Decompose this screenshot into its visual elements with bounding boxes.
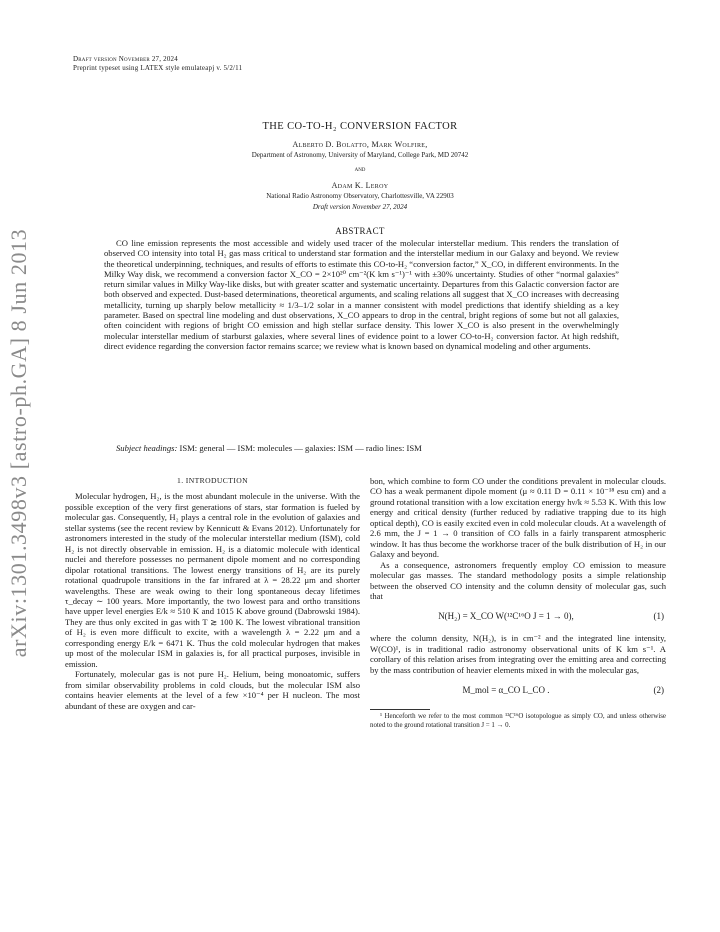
preprint-line: Preprint typeset using LATEX style emulateapj v. 5/2/11 <box>73 64 243 72</box>
subject-headings-text: ISM: general — ISM: molecules — galaxies: ISM — radio lines: ISM <box>179 443 422 453</box>
equation-1-body: N(H₂) = X_CO W(¹²C¹⁶O J = 1 → 0), <box>438 611 574 622</box>
arxiv-stamp-text: arXiv:1301.3498v3 [astro-ph.GA] 8 Jun 2013 <box>6 228 31 658</box>
right-column <box>370 476 666 730</box>
abstract-heading: ABSTRACT <box>335 226 385 236</box>
arxiv-stamp <box>4 228 34 658</box>
author-list: Alberto D. Bolatto, Mark Wolfire, <box>292 140 428 149</box>
equation-2-body: M_mol = α_CO L_CO . <box>462 685 550 696</box>
footnote-rule <box>370 709 430 710</box>
intro-paragraph-2: Fortunately, molecular gas is not pure H₂. Helium, being monoatomic, suffers from similar observability problems in cold clouds, but the molecular ISM also contains heavier elements at the level of a few ×10⁻⁴ per H nucleon. The most abundant of these are oxygen and car- <box>65 669 360 711</box>
intro-paragraph-3: bon, which combine to form CO under the conditions prevalent in molecular clouds. CO has a weak permanent dipole moment (μ ≈ 0.11 D = 0.11 × 10⁻¹⁸ esu cm) and a ground rotational transition with a low excitation energy hν/k ≈ 5.53 K. With this low energy and critical density (further reduced by radiative trapping due to its high optical depth), CO is easily excited even in cold molecular clouds. At a wavelength of 2.6 mm, the J = 1 → 0 transition of CO falls in a fairly transparent atmospheric window. It has thus become the workhorse tracer of the bulk distribution of H₂ in our Galaxy and beyond. <box>370 476 666 560</box>
and-separator: and <box>354 166 366 173</box>
equation-1-number: (1) <box>653 611 664 622</box>
subject-headings <box>104 443 619 453</box>
paper-title: THE CO-TO-H₂ CONVERSION FACTOR <box>262 121 458 132</box>
intro-paragraph-1: Molecular hydrogen, H₂, is the most abundant molecule in the universe. With the possible exception of the very first generations of stars, star formation is fueled by molecular gas. Consequently, H₂ plays a central role in the evolution of galaxies and stellar systems (see the recent review by Kennicutt & Evans 2012). Unfortunately for astronomers interested in the study of the molecular interstellar medium (ISM), cold H₂ is not directly observable in emission. H₂ is a diatomic molecule with identical nuclei and therefore possesses no permanent dipole moment and no corresponding dipolar rotational transitions. The lowest energy transitions of H₂ are its purely rotational quadrupole transitions in the far infrared at λ = 28.22 μm and shorter wavelengths. These are weak owing to their long spontaneous decay lifetimes τ_decay ∼ 100 years. More importantly, the two lowest para and ortho transitions have upper level energies E/k ≈ 510 K and 1015 K above ground (Dabrowski 1984). They are thus only excited in gas with T ≳ 100 K. The lowest vibrational transition of H₂ is even more difficult to excite, with a wavelength λ = 2.22 μm and a corresponding energy E/k = 6471 K. Thus the cold molecular hydrogen that makes up most of the molecular ISM in galaxies is, for all practical purposes, invisible in emission. <box>65 491 360 669</box>
draft-header <box>73 55 242 73</box>
section-heading: 1. INTRODUCTION <box>177 476 248 485</box>
equation-2-number: (2) <box>653 685 664 696</box>
equation-2 <box>370 679 666 703</box>
subject-headings-label: Subject headings: <box>116 443 178 453</box>
intro-paragraph-5: where the column density, N(H₂), is in cm⁻² and the integrated line intensity, W(CO)¹, is in traditional radio astronomy observational units of K km s⁻¹. A corollary of this relation arises from integrating over the emitting area and correcting by the mass contribution of heavier elements mixed in with the molecular gas, <box>370 633 666 675</box>
author-2: Adam K. Leroy <box>331 181 389 190</box>
abstract-text: CO line emission represents the most accessible and widely used tracer of the molecular interstellar medium. This renders the translation of observed CO intensity into total H₂ gas mass critical to understand star formation and the interstellar medium in our Galaxy and beyond. We review the theoretical underpinning, techniques, and results of efforts to estimate this CO-to-H₂ “conversion factor,” X_CO, in different environments. In the Milky Way disk, we recommend a conversion factor X_CO = 2×10²⁰ cm⁻²(K km s⁻¹)⁻¹ with ±30% uncertainty. Studies of other “normal galaxies” return similar values in Milky Way-like disks, but with greater scatter and systematic uncertainty. Departures from this Galactic conversion factor are both observed and expected. Dust-based determinations, theoretical arguments, and scaling relations all suggest that X_CO increases with decreasing metallicity, turning up sharply below metallicity ≈ 1/3–1/2 solar in a manner consistent with model predictions that identify shielding as a key parameter. Based on spectral line modeling and dust observations, X_CO appears to drop in the central, bright regions of some but not all galaxies, often coincident with regions of bright CO emission and high stellar surface density. This lower X_CO is also present in the overwhelmingly molecular interstellar medium of starburst galaxies, where several lines of evidence point to a lower CO-to-H₂ conversion factor. At high redshift, direct evidence regarding the conversion factor remains scarce; we review what is known based on dynamical modeling and other arguments. <box>104 238 619 351</box>
left-column <box>65 476 360 711</box>
intro-paragraph-4: As a consequence, astronomers frequently employ CO emission to measure molecular gas masses. The standard methodology posits a simple relationship between the observed CO intensity and the column density of molecular gas, such that <box>370 559 666 601</box>
draft-version-line: Draft version November 27, 2024 <box>73 55 178 63</box>
footnote: ¹ Henceforth we refer to the most common ¹²C¹⁶O isotopologue as simply CO, and unless otherwise noted to the ground rotational transition J = 1 → 0. <box>370 713 666 729</box>
affiliation-2: National Radio Astronomy Observatory, Charlottesville, VA 22903 <box>266 192 454 200</box>
equation-1 <box>370 605 666 629</box>
draft-version-italic: Draft version November 27, 2024 <box>312 203 408 211</box>
affiliation-1: Department of Astronomy, University of Maryland, College Park, MD 20742 <box>251 151 469 159</box>
